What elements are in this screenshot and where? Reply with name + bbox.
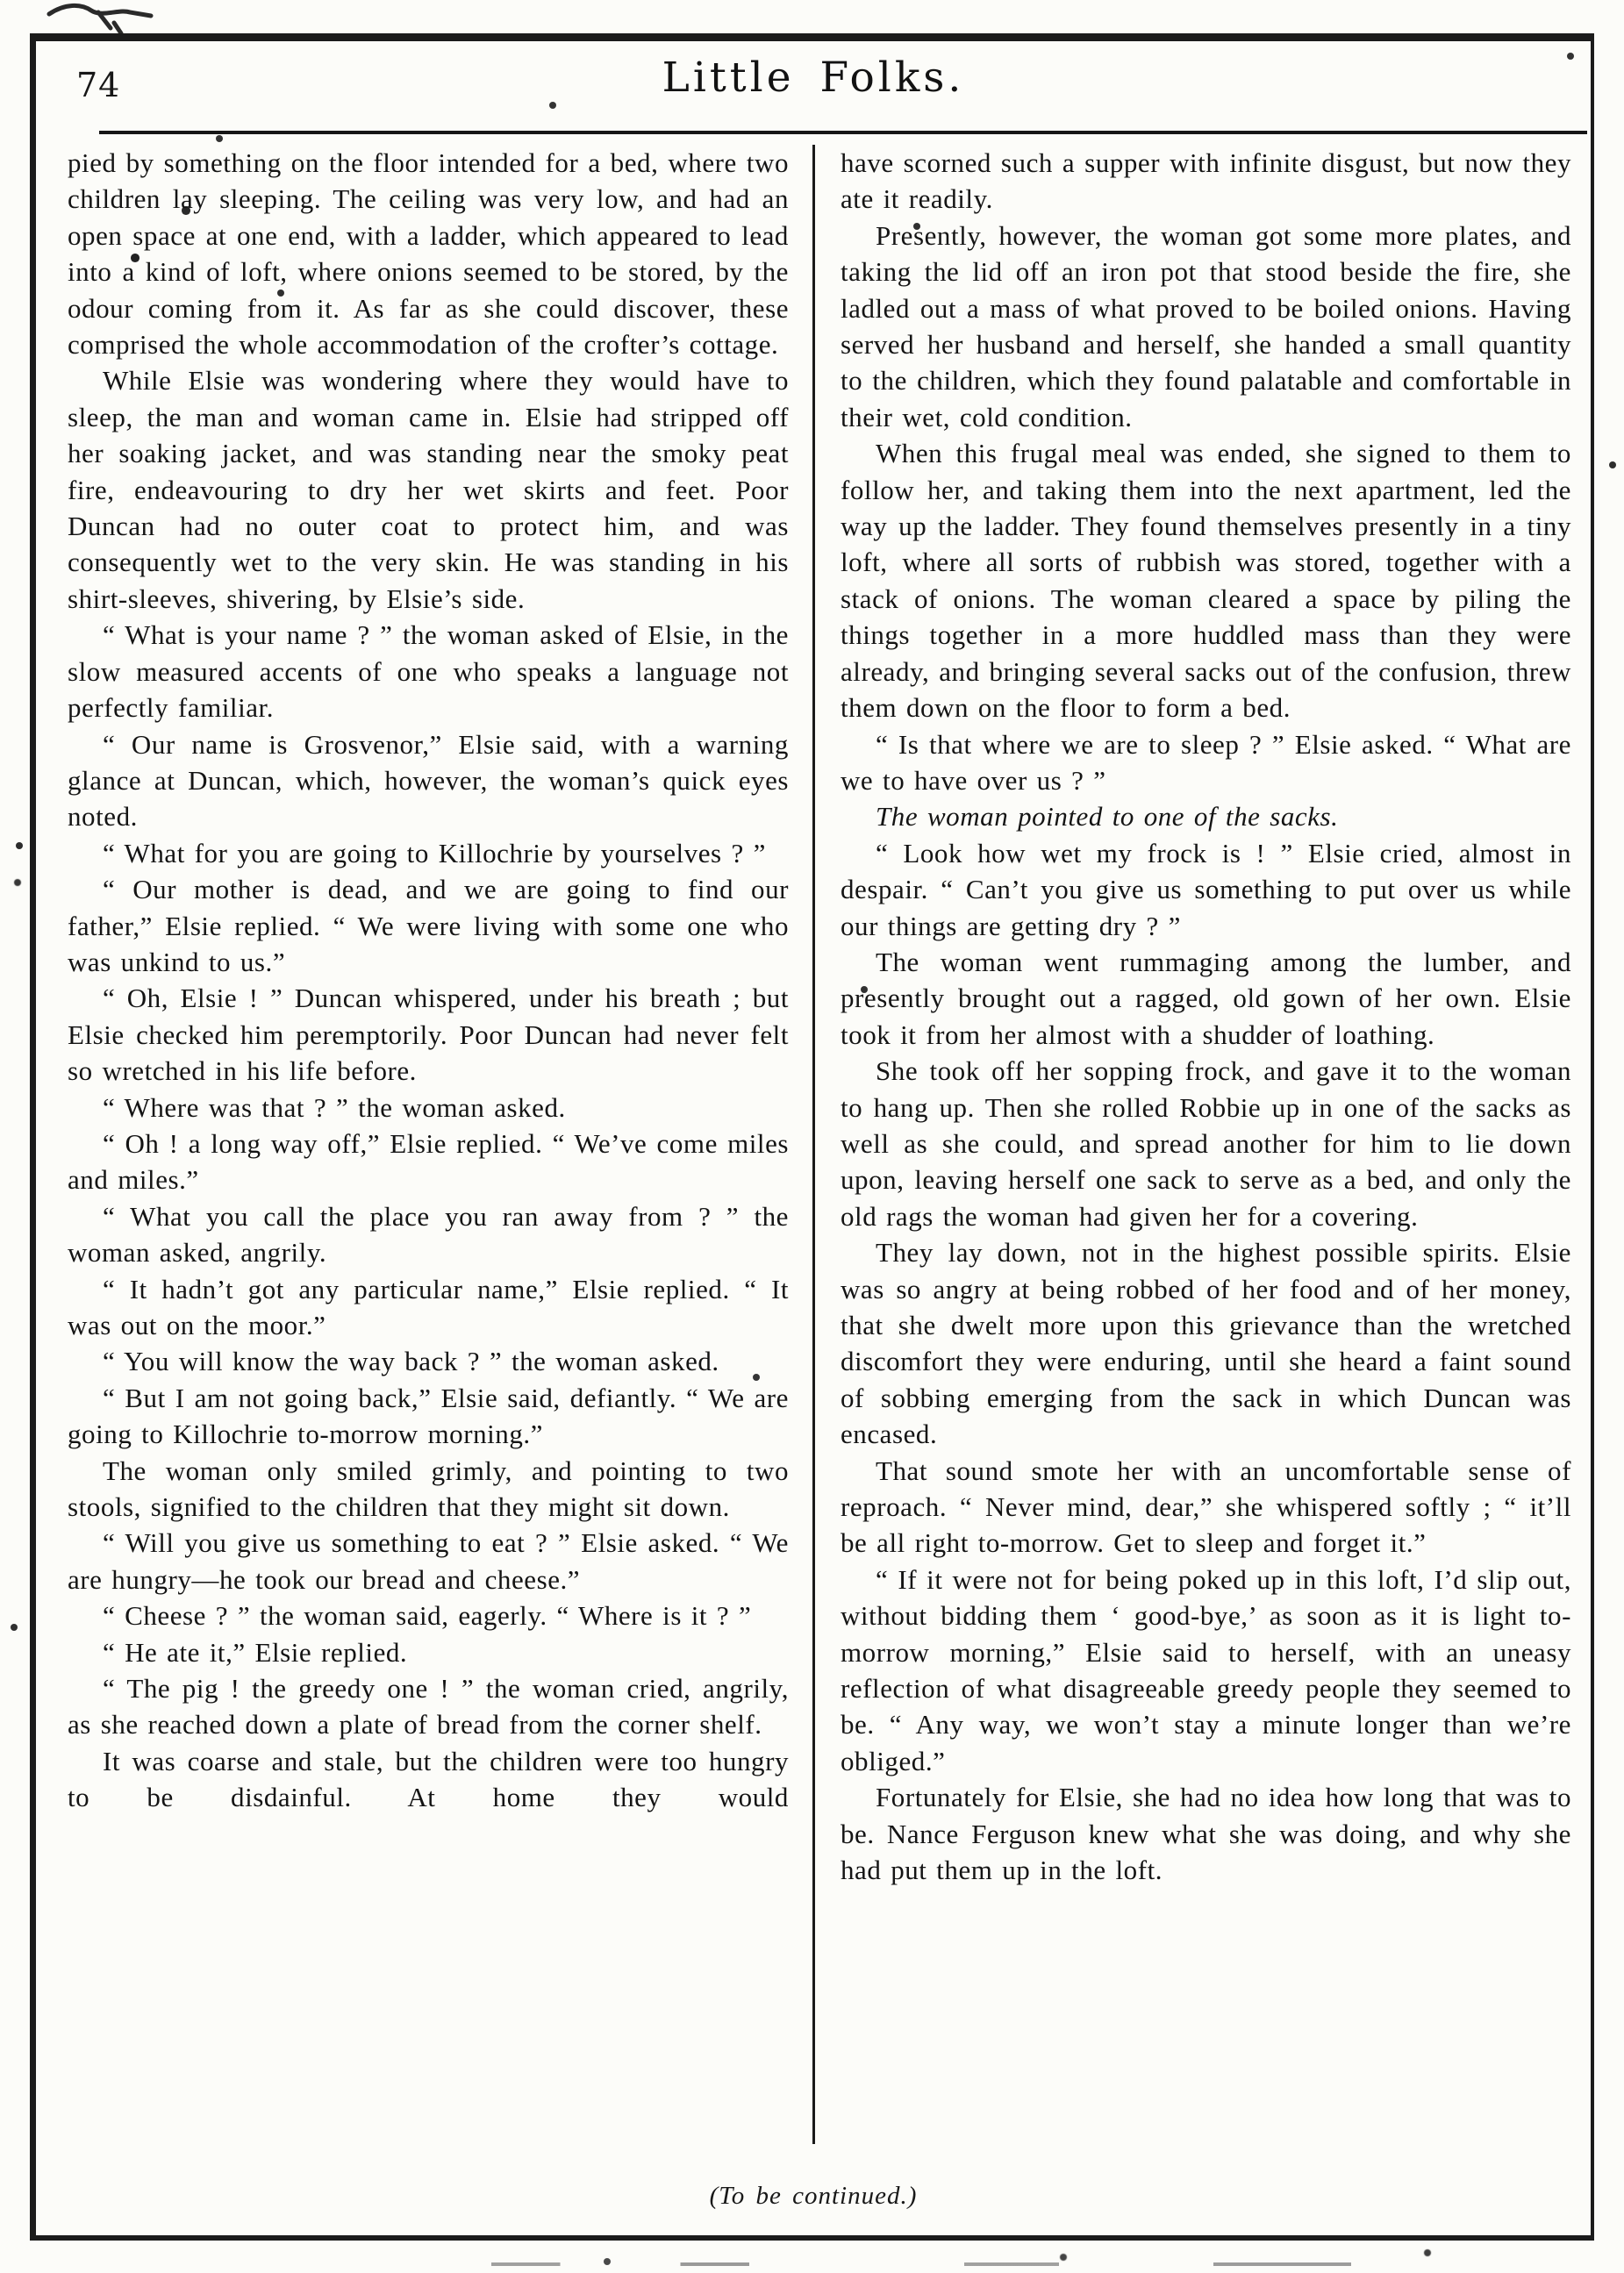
paragraph: “ It hadn’t got any particular name,” Elsie replied. “ It was out on the moor.”	[68, 1273, 789, 1340]
ink-squiggle-mark	[46, 2, 186, 37]
paragraph: “ Is that where we are to sleep ? ” Elsie asked. “ What are we to have over us ? ”	[841, 728, 1571, 796]
paragraph: pied by something on the floor intended for a bed, where two children lay sleeping. The ceiling was very low, and had an open space at one end, with a ladder, which appeared to lead into a kind of loft, where onions seemed to be stored, by the odour coming from it. As far as she could discover, these comprised the whole accommodation of the crofter’s cottage.	[68, 147, 789, 361]
page-border-frame	[30, 33, 1594, 2241]
paragraph: “ What is your name ? ” the woman asked of Elsie, in the slow measured accents of one who speaks a language not perfectly familiar.	[68, 619, 789, 724]
paragraph: “ But I am not going back,” Elsie said, defiantly. “ We are going to Killochrie to-morrow morning.”	[68, 1382, 789, 1450]
paragraph: While Elsie was wondering where they would have to sleep, the man and woman came in. Elsie had stripped off her soaking jacket, and was standing near the smoky peat fire, endeavouring to dry her wet skirts and feet. Poor Duncan had no outer coat to protect him, and was consequently wet to the very skin. He was standing in his shirt-sleeves, shivering, by Elsie’s side.	[68, 365, 789, 614]
paragraph: “ Will you give us something to eat ? ” Elsie asked. “ We are hungry—he took our bread and cheese.”	[68, 1527, 789, 1595]
paragraph: Fortunately for Elsie, she had no idea how long that was to be. Nance Ferguson knew what she was doing, and why she had put them up in the loft.	[841, 1782, 1571, 1886]
paragraph: “ What for you are going to Killochrie by yourselves ? ”	[103, 837, 766, 868]
scan-noise-specks	[0, 0, 4, 4]
page-header	[36, 46, 1591, 138]
paragraph: When this frugal meal was ended, she signed to them to follow her, and taking them into the next apartment, led the way up the ladder. They found themselves presently in a tiny loft, where all sorts of rubbish was stored, together with a stack of onions. The woman cleared a space by piling the things together in a more huddled mass than they were already, and bringing several sacks out of the confusion, threw them down on the floor to form a bed.	[841, 438, 1571, 724]
paragraph: The woman pointed to one of the sacks.	[876, 801, 1339, 833]
paragraph: “ Oh ! a long way off,” Elsie replied. “ We’ve come miles and miles.”	[68, 1127, 789, 1196]
column-divider-rule	[812, 145, 815, 2144]
page-number: 74	[76, 66, 121, 104]
paragraph: Presently, however, the woman got some more plates, and taking the lid off an iron pot that stood beside the fire, she ladled out a mass of what proved to be boiled onions. Having served her husband and herself, she handed a small quantity to the children, which they found palatable and comfortable in their wet, cold condition.	[841, 219, 1571, 432]
scan-edge-smudge	[491, 2262, 1351, 2266]
paragraph: have scorned such a supper with infinite disgust, but now they ate it readily.	[841, 147, 1571, 215]
paragraph: “ Oh, Elsie ! ” Duncan whispered, under his breath ; but Elsie checked him peremptorily. Poor Duncan had never felt so wretched in his life before.	[68, 983, 789, 1087]
paragraph: It was coarse and stale, but the children were too hungry to be disdainful. At home they would	[68, 1745, 789, 1813]
paragraph: She took off her sopping frock, and gave it to the woman to hang up. Then she rolled Robbie up in one of the sacks as well as she could, and spread another for him to lie down upon, leaving herself one sack to serve as a bed, and only the old rags the woman had given her for a covering.	[841, 1055, 1571, 1232]
paragraph: “ He ate it,” Elsie replied.	[103, 1636, 408, 1668]
paragraph: “ Our name is Grosvenor,” Elsie said, with a warning glance at Duncan, which, however, the woman’s quick eyes noted.	[68, 728, 789, 833]
paragraph: “ What you call the place you ran away from ? ” the woman asked, angrily.	[68, 1200, 789, 1269]
paragraph: The woman went rummaging among the lumber, and presently brought out a ragged, old gown of her own. Elsie took it from her almost with a shudder of loathing.	[841, 946, 1571, 1050]
article-body	[36, 145, 1591, 2144]
left-column	[68, 145, 789, 2144]
paragraph: “ Cheese ? ” the woman said, eagerly. “ Where is it ? ”	[103, 1600, 752, 1632]
paragraph: “ The pig ! the greedy one ! ” the woman cried, angrily, as she reached down a plate of bread from the corner shelf.	[68, 1673, 789, 1740]
paragraph: That sound smote her with an uncomfortable sense of reproach. “ Never mind, dear,” she whispered softly ; “ it’ll be all right to-morrow. Get to sleep and forget it.”	[841, 1455, 1571, 1559]
paragraph: “ Look how wet my frock is ! ” Elsie cried, almost in despair. “ Can’t you give us something to put over us while our things are getting dry ? ”	[841, 837, 1571, 941]
paragraph: “ Our mother is dead, and we are going to find our father,” Elsie replied. “ We were living with some one who was unkind to us.”	[68, 874, 789, 977]
paragraph: “ Where was that ? ” the woman asked.	[103, 1091, 566, 1123]
paragraph: “ You will know the way back ? ” the woman asked.	[103, 1346, 719, 1377]
paragraph: The woman only smiled grimly, and pointing to two stools, signified to the children that they might sit down.	[68, 1455, 789, 1523]
header-rule	[99, 131, 1587, 134]
paragraph: “ If it were not for being poked up in this loft, I’d slip out, without bidding them ‘ good-bye,’ as soon as it is light to-morrow morning,” Elsie said to herself, with an uneasy reflection of what disagreeable greedy people they seemed to be. “ Any way, we won’t stay a minute longer than we’re obliged.”	[841, 1563, 1571, 1776]
to-be-continued-note: (To be continued.)	[709, 2182, 918, 2210]
paragraph: They lay down, not in the highest possible spirits. Elsie was so angry at being robbed of her food and of her money, that she dwelt more upon this grievance than the wretched discomfort they were enduring, until she heard a faint sound of sobbing emerging from the sack in which Duncan was encased.	[841, 1237, 1571, 1450]
journal-title: Little Folks.	[662, 54, 965, 102]
right-column	[841, 145, 1571, 2144]
